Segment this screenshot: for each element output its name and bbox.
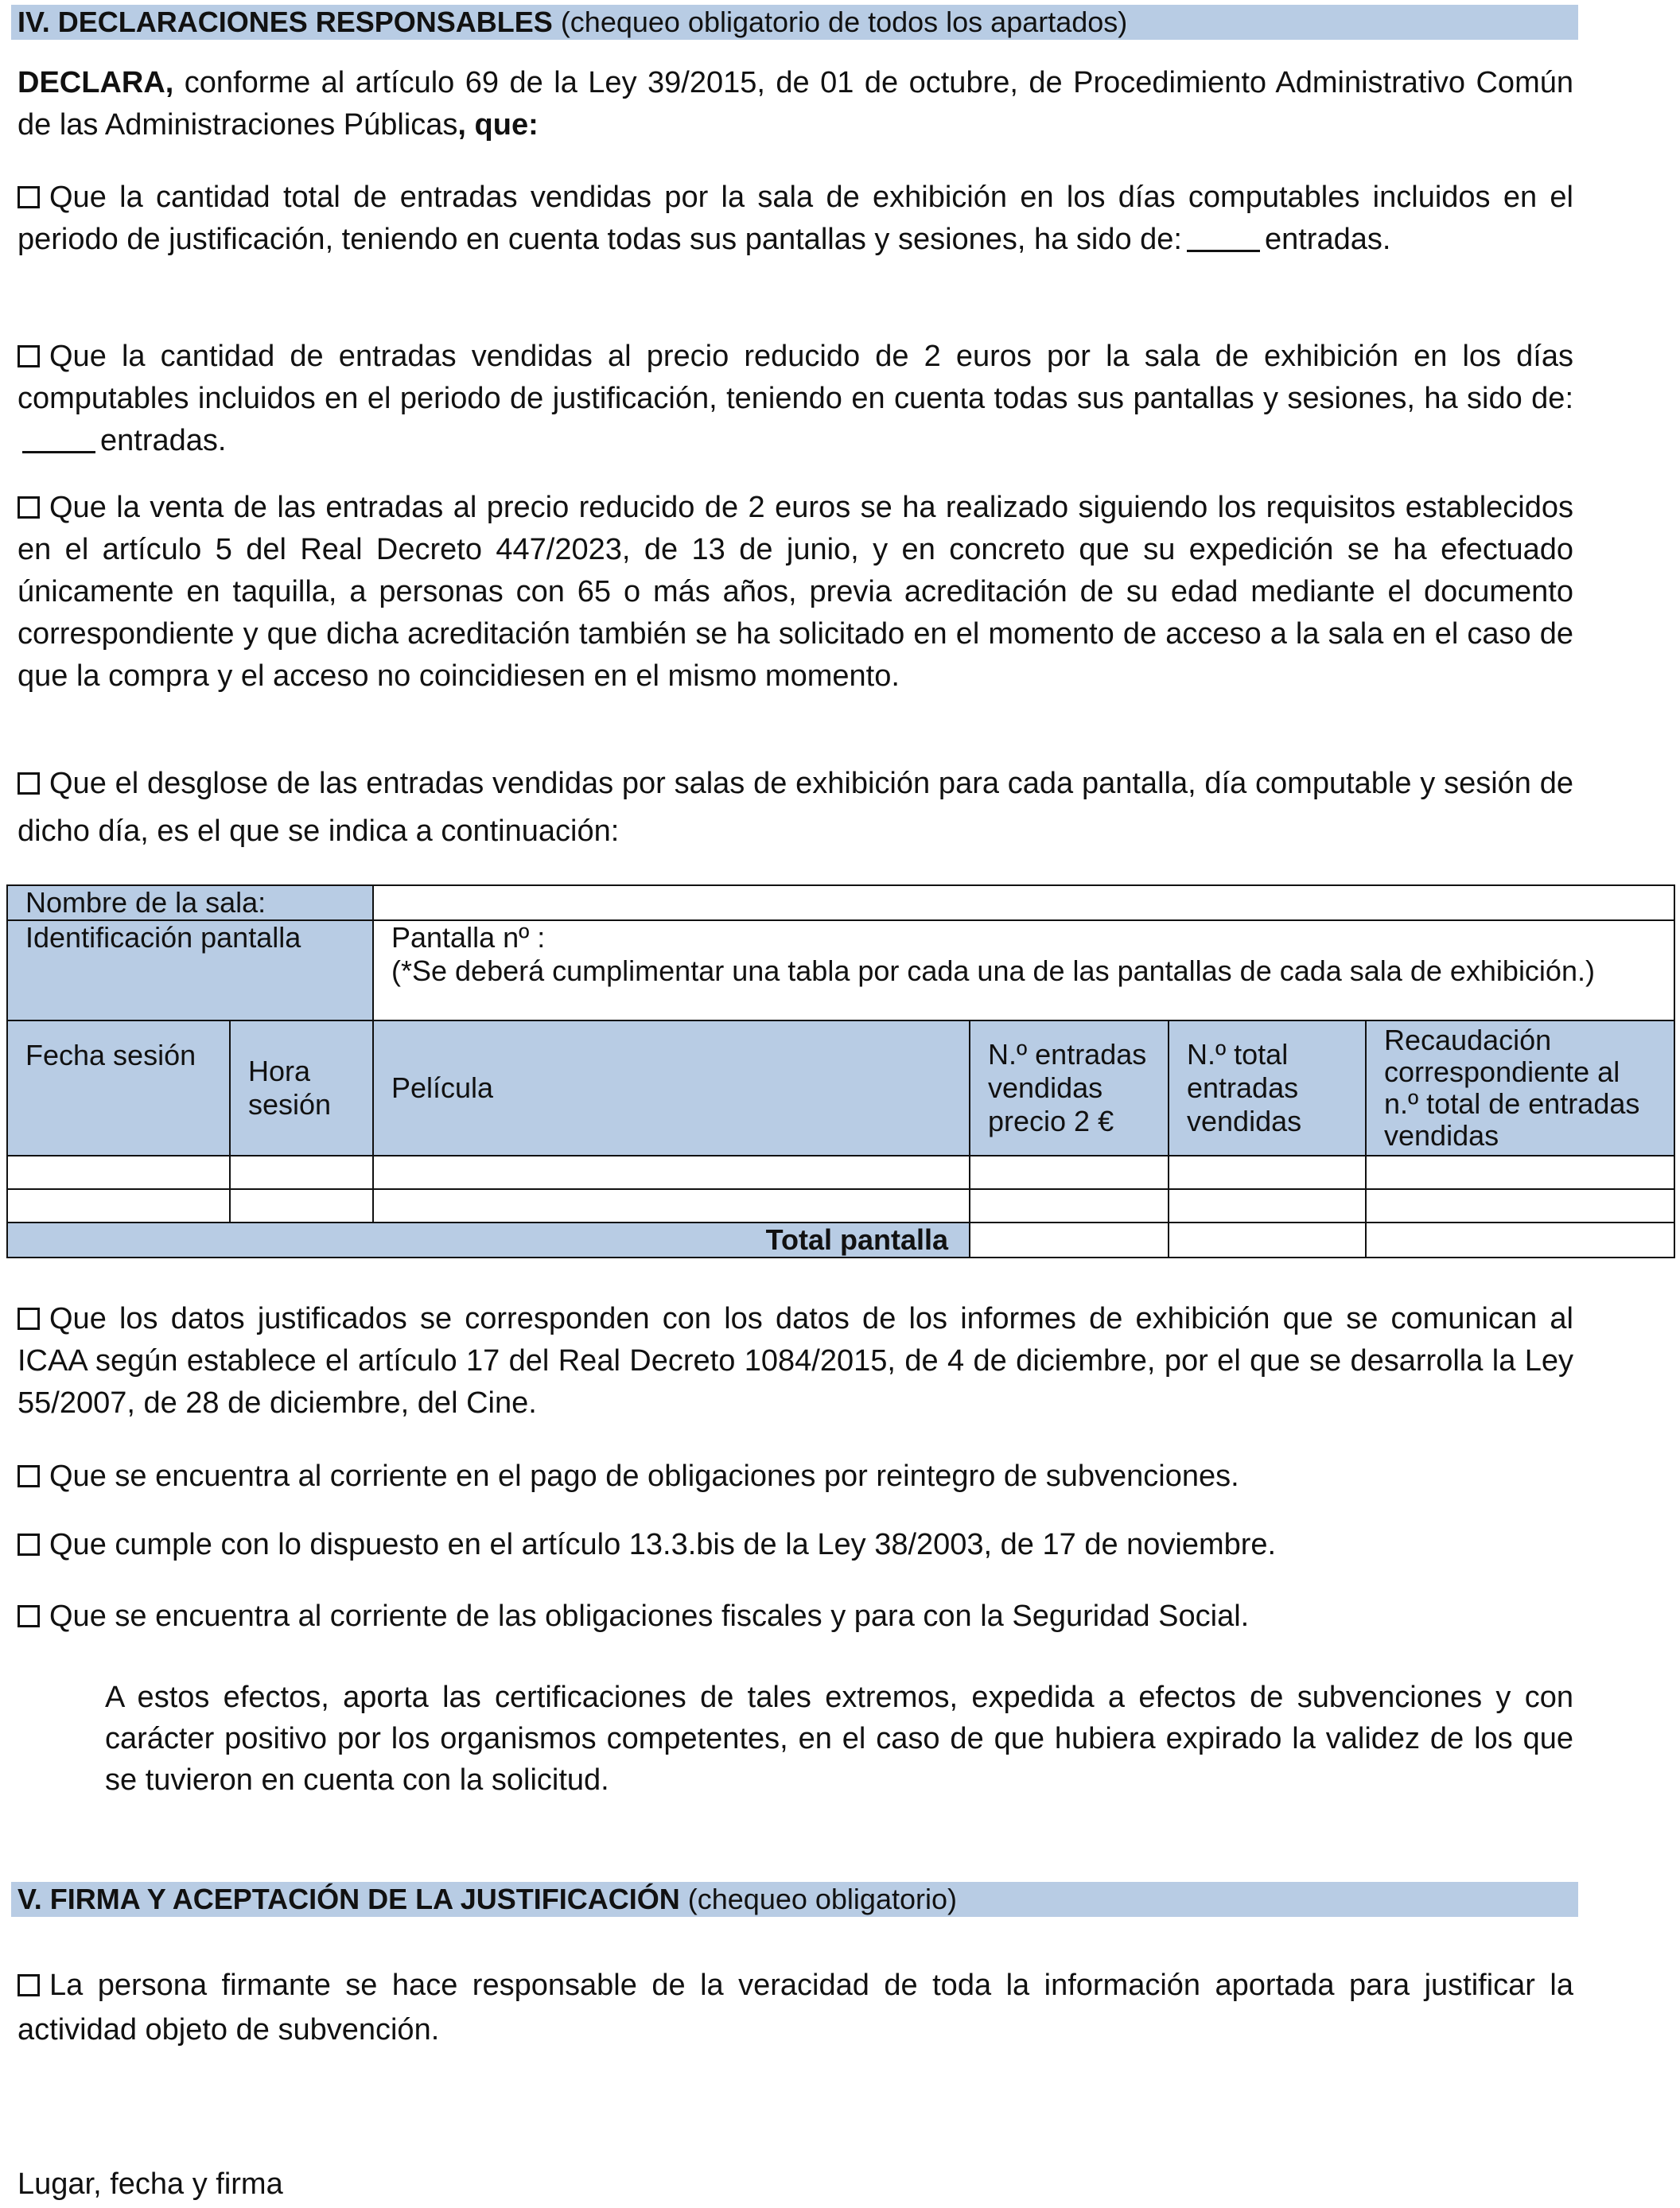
cell-fecha[interactable] <box>7 1156 230 1189</box>
section-iv-title: IV. DECLARACIONES RESPONSABLES <box>18 6 553 38</box>
declara-lead: DECLARA, <box>18 66 174 99</box>
item-fiscales <box>18 1596 1573 1638</box>
cell-hora[interactable] <box>230 1189 373 1223</box>
item-articulo-text: Que cumple con lo dispuesto en el artículo 13.3.bis de la Ley 38/2003, de 17 de noviembre. <box>49 1528 1277 1561</box>
item-reducido-unit: entradas. <box>100 424 227 457</box>
declara-end: , que: <box>457 108 539 142</box>
item-fiscales-text: Que se encuentra al corriente de las obligaciones fiscales y para con la Seguridad Social. <box>49 1600 1250 1633</box>
table-row <box>7 1189 1674 1223</box>
cell-recaudacion[interactable] <box>1366 1189 1674 1223</box>
item-firmante <box>18 1963 1573 2052</box>
label-nombre-sala: Nombre de la sala: <box>7 885 373 920</box>
checkbox-total-entradas[interactable] <box>18 186 40 208</box>
cell-total-entradas[interactable] <box>1169 1223 1366 1258</box>
cell-hora[interactable] <box>230 1156 373 1189</box>
header-entradas-reducidas: N.º entradas vendidas precio 2 € <box>970 1020 1169 1156</box>
label-identificacion-pantalla: Identificación pantalla <box>7 920 373 1020</box>
checkbox-reducido[interactable] <box>18 345 40 367</box>
section-iv-header <box>11 5 1578 40</box>
section-v-title: V. FIRMA Y ACEPTACIÓN DE LA JUSTIFICACIÓN <box>18 1883 680 1915</box>
header-fecha-sesion: Fecha sesión <box>7 1020 230 1156</box>
item-reintegro <box>18 1456 1573 1498</box>
desglose-table <box>6 884 1675 1258</box>
cell-pelicula[interactable] <box>373 1156 970 1189</box>
checkbox-firmante[interactable] <box>18 1974 40 1996</box>
checkbox-requisitos[interactable] <box>18 496 40 519</box>
cell-total[interactable] <box>1169 1189 1366 1223</box>
section-iv-subtitle: (chequeo obligatorio de todos los apartados) <box>560 6 1128 38</box>
item-requisitos <box>18 487 1573 698</box>
item-desglose-text: Que el desglose de las entradas vendidas por salas de exhibición para cada pantalla, día computable y sesión de dicho día, es el que se indica a continuación: <box>18 767 1573 848</box>
checkbox-fiscales[interactable] <box>18 1605 40 1627</box>
cell-pantalla[interactable] <box>373 920 1674 1020</box>
input-nombre-sala[interactable] <box>373 885 1674 920</box>
header-recaudacion: Recaudación correspondiente al n.º total de entradas vendidas <box>1366 1020 1674 1156</box>
checkbox-articulo[interactable] <box>18 1534 40 1556</box>
item-informes <box>18 1298 1573 1425</box>
item-reducido-text: Que la cantidad de entradas vendidas al precio reducido de 2 euros por la sala de exhibición en los días computables incluidos en el periodo de justificación, teniendo en cuenta todas sus pantallas y sesiones, ha sido de: <box>18 340 1573 415</box>
declara-paragraph <box>18 62 1573 146</box>
item-desglose <box>18 760 1573 855</box>
item-total-entradas <box>18 177 1573 261</box>
item-total-entradas-text: Que la cantidad total de entradas vendidas por la sala de exhibición en los días computables incluidos en el periodo de justificación, teniendo en cuenta todas sus pantallas y sesiones, ha sido de: <box>18 181 1573 256</box>
label-total-pantalla: Total pantalla <box>7 1223 970 1258</box>
header-total-entradas: N.º total entradas vendidas <box>1169 1020 1366 1156</box>
cell-reducidas[interactable] <box>970 1189 1169 1223</box>
cell-recaudacion[interactable] <box>1366 1156 1674 1189</box>
checkbox-reintegro[interactable] <box>18 1465 40 1487</box>
label-pantalla-n: Pantalla nº : <box>391 921 546 954</box>
blank-total-entradas[interactable] <box>1187 223 1260 252</box>
declara-text: conforme al artículo 69 de la Ley 39/2015, de 01 de octubre, de Procedimiento Administrativo Común de las Administraciones Públicas <box>18 66 1573 142</box>
total-row <box>7 1223 1674 1258</box>
efectos-paragraph: A estos efectos, aporta las certificaciones de tales extremos, expedida a efectos de subvenciones y con carácter positivo por los organismos competentes, en el caso de que hubiera expirado la validez de los que se tuvieron en cuenta con la solicitud. <box>105 1681 1573 1797</box>
section-v-header <box>11 1882 1578 1917</box>
checkbox-desglose[interactable] <box>18 772 40 795</box>
signature-label: Lugar, fecha y firma <box>18 2167 283 2201</box>
item-reducido <box>18 336 1573 462</box>
item-total-entradas-unit: entradas. <box>1264 223 1391 256</box>
item-requisitos-text: Que la venta de las entradas al precio reducido de 2 euros se ha realizado siguiendo los requisitos establecidos en el artículo 5 del Real Decreto 447/2023, de 13 de junio, y en concreto que su expedición se ha efectuado únicamente en taquilla, a personas con 65 o más años, previa acreditación de su edad mediante el documento correspondiente y que dicha acreditación también se ha solicitado en el momento de acceso a la sala en el caso de que la compra y el acceso no coincidiesen en el mismo momento. <box>18 491 1573 693</box>
cell-reducidas[interactable] <box>970 1156 1169 1189</box>
checkbox-informes[interactable] <box>18 1308 40 1330</box>
item-informes-text: Que los datos justificados se corresponden con los datos de los informes de exhibición que se comunican al ICAA según establece el artículo 17 del Real Decreto 1084/2015, de 4 de diciembre, por el que se desarrolla la Ley 55/2007, de 28 de diciembre, del Cine. <box>18 1302 1573 1420</box>
cell-pelicula[interactable] <box>373 1189 970 1223</box>
table-row <box>7 1156 1674 1189</box>
cell-fecha[interactable] <box>7 1189 230 1223</box>
section-v-subtitle: (chequeo obligatorio) <box>687 1883 957 1915</box>
item-articulo <box>18 1524 1573 1566</box>
item-reintegro-text: Que se encuentra al corriente en el pago de obligaciones por reintegro de subvenciones. <box>49 1460 1239 1493</box>
pantalla-note: (*Se deberá cumplimentar una tabla por cada una de las pantallas de cada sala de exhibición.) <box>391 954 1595 987</box>
header-pelicula: Película <box>373 1020 970 1156</box>
cell-total[interactable] <box>1169 1156 1366 1189</box>
cell-total-reducidas[interactable] <box>970 1223 1169 1258</box>
item-firmante-text: La persona firmante se hace responsable de la veracidad de toda la información aportada para justificar la actividad objeto de subvención. <box>18 1969 1573 2047</box>
cell-total-recaudacion[interactable] <box>1366 1223 1674 1258</box>
blank-reducido[interactable] <box>22 424 95 453</box>
header-hora-sesion: Hora sesión <box>230 1020 373 1156</box>
